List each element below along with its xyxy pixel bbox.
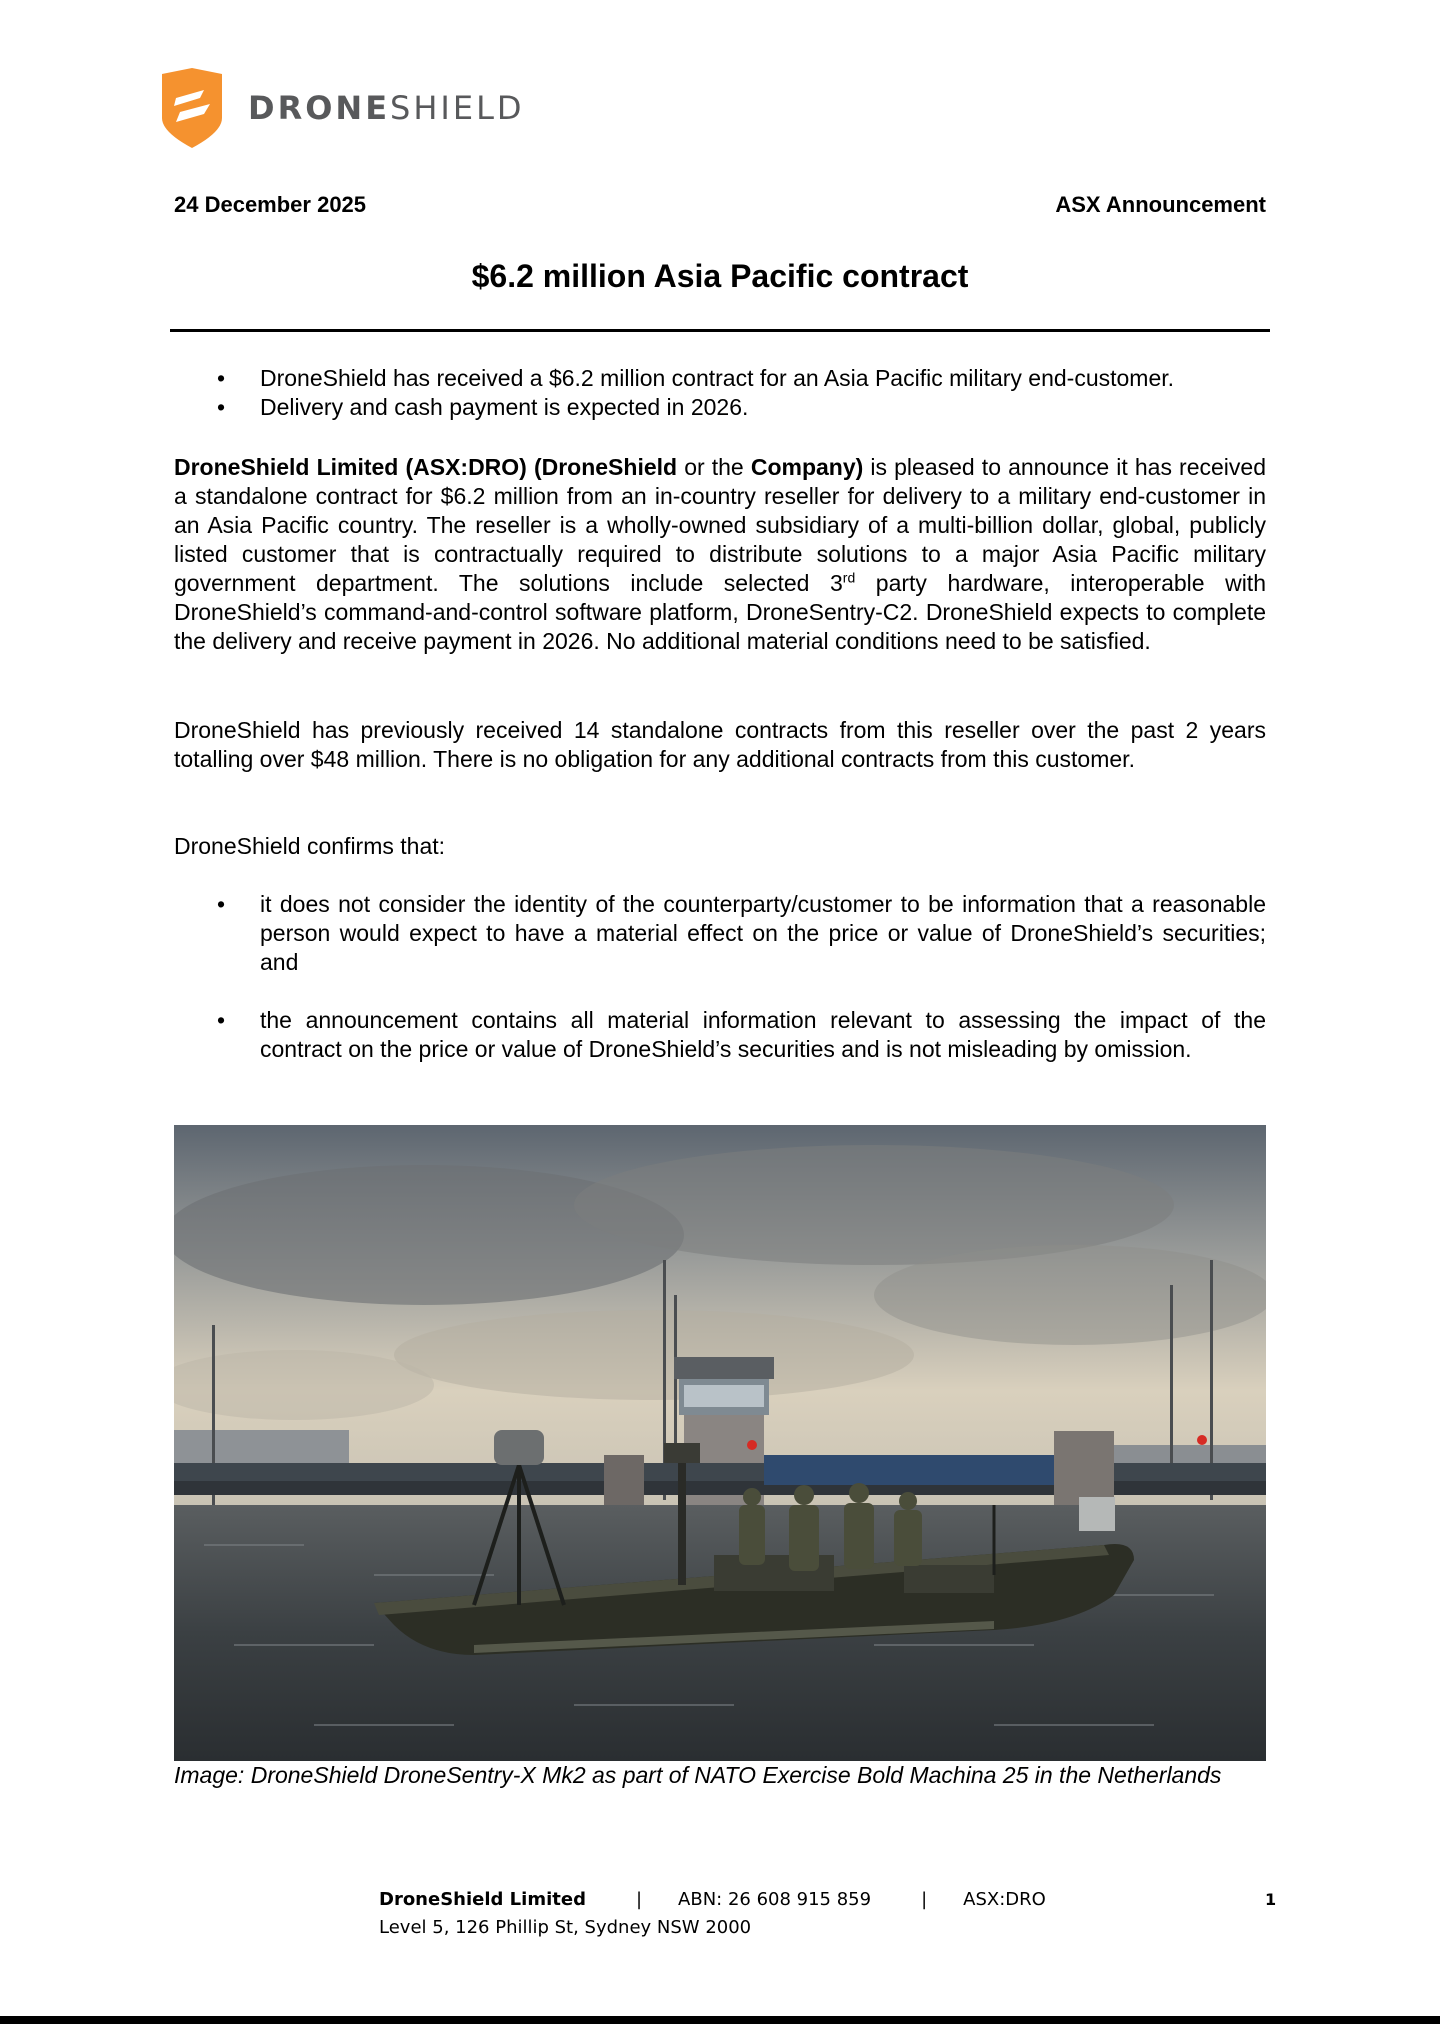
page-number: 1	[1265, 1890, 1277, 1909]
confirm-item	[174, 1006, 1266, 1064]
highlight-text: Delivery and cash payment is expected in 2026.	[260, 394, 749, 420]
paragraph-text: DroneShield confirms that:	[174, 833, 446, 859]
footer-abn: ABN: 26 608 915 859	[678, 1889, 872, 1910]
droneshield-shield-icon	[160, 68, 224, 148]
confirms-intro	[174, 832, 1266, 861]
boat-scene-illustration	[174, 1125, 1266, 1761]
confirm-item	[174, 890, 1266, 977]
footer-company: DroneShield Limited	[379, 1889, 586, 1910]
paragraph-text: is pleased to announce it has received a standalone contract for $6.2 million from an in-country reseller for delivery to a military end-customer in an Asia Pacific country. The reseller is a wholly-owned subsidiary of a multi-billion dollar, global, publicly listed customer that is contractually required to distribute solutions to a major Asia Pacific military government department. The solutions include selected 3	[174, 454, 1266, 596]
announcement-date: 24 December 2025	[174, 192, 367, 217]
bullet-icon: •	[217, 394, 226, 420]
announcement-type: ASX Announcement	[1055, 192, 1266, 217]
paragraph-text: party hardware, interoperable with DroneShield’s command-and-control software platform, DroneSentry-C2. DroneShield expects to complete the delivery and receive payment in 2026. No additional material conditions need to be satisfied.	[174, 570, 1266, 654]
footer-separator: |	[635, 1889, 643, 1910]
highlight-item	[174, 393, 1266, 422]
logo-wordmark-light: SHIELD	[390, 89, 525, 127]
announcement-photo	[174, 1125, 1266, 1761]
logo-wordmark-bold: DRONE	[248, 89, 391, 127]
page-footer	[379, 1886, 1046, 1942]
bullet-icon: •	[217, 891, 226, 917]
highlights	[174, 364, 1266, 422]
confirms-list	[174, 890, 1266, 977]
title-divider	[170, 329, 1270, 332]
bottom-border	[0, 2016, 1440, 2024]
footer-separator: |	[921, 1889, 928, 1910]
company-logo	[160, 66, 525, 150]
history-paragraph	[174, 716, 1266, 774]
bullet-icon: •	[217, 365, 226, 391]
highlight-item	[174, 364, 1266, 393]
paragraph-text: DroneShield has previously received 14 standalone contracts from this reseller over the past 2 years totalling over $48 million. There is no obligation for any additional contracts from this customer.	[174, 717, 1266, 772]
confirm-text: the announcement contains all material information relevant to assessing the impact of the contract on the price or value of DroneShield’s securities and is not misleading by omission.	[260, 1007, 1266, 1062]
company-label-bold: Company)	[750, 454, 864, 480]
page-title: $6.2 million Asia Pacific contract	[471, 258, 969, 294]
footer-ticker: ASX:DRO	[963, 1889, 1046, 1910]
confirms-list-2	[174, 1006, 1266, 1064]
highlight-text: DroneShield has received a $6.2 million contract for an Asia Pacific military end-customer.	[260, 365, 1175, 391]
company-name-bold: DroneShield Limited (ASX:DRO) (DroneShield	[174, 454, 678, 480]
bullet-icon: •	[217, 1007, 226, 1033]
confirm-text: it does not consider the identity of the counterparty/customer to be information that a reasonable person would expect to have a material effect on the price or value of DroneShield’s securities; and	[260, 891, 1266, 975]
footer-address: Level 5, 126 Phillip St, Sydney NSW 2000	[379, 1917, 752, 1938]
intro-paragraph	[174, 453, 1266, 656]
paragraph-text: or the	[677, 454, 751, 480]
image-caption: Image: DroneShield DroneSentry-X Mk2 as part of NATO Exercise Bold Machina 25 in the Netherlands	[174, 1762, 1222, 1788]
superscript: rd	[842, 569, 856, 586]
logo-wordmark	[248, 89, 525, 127]
